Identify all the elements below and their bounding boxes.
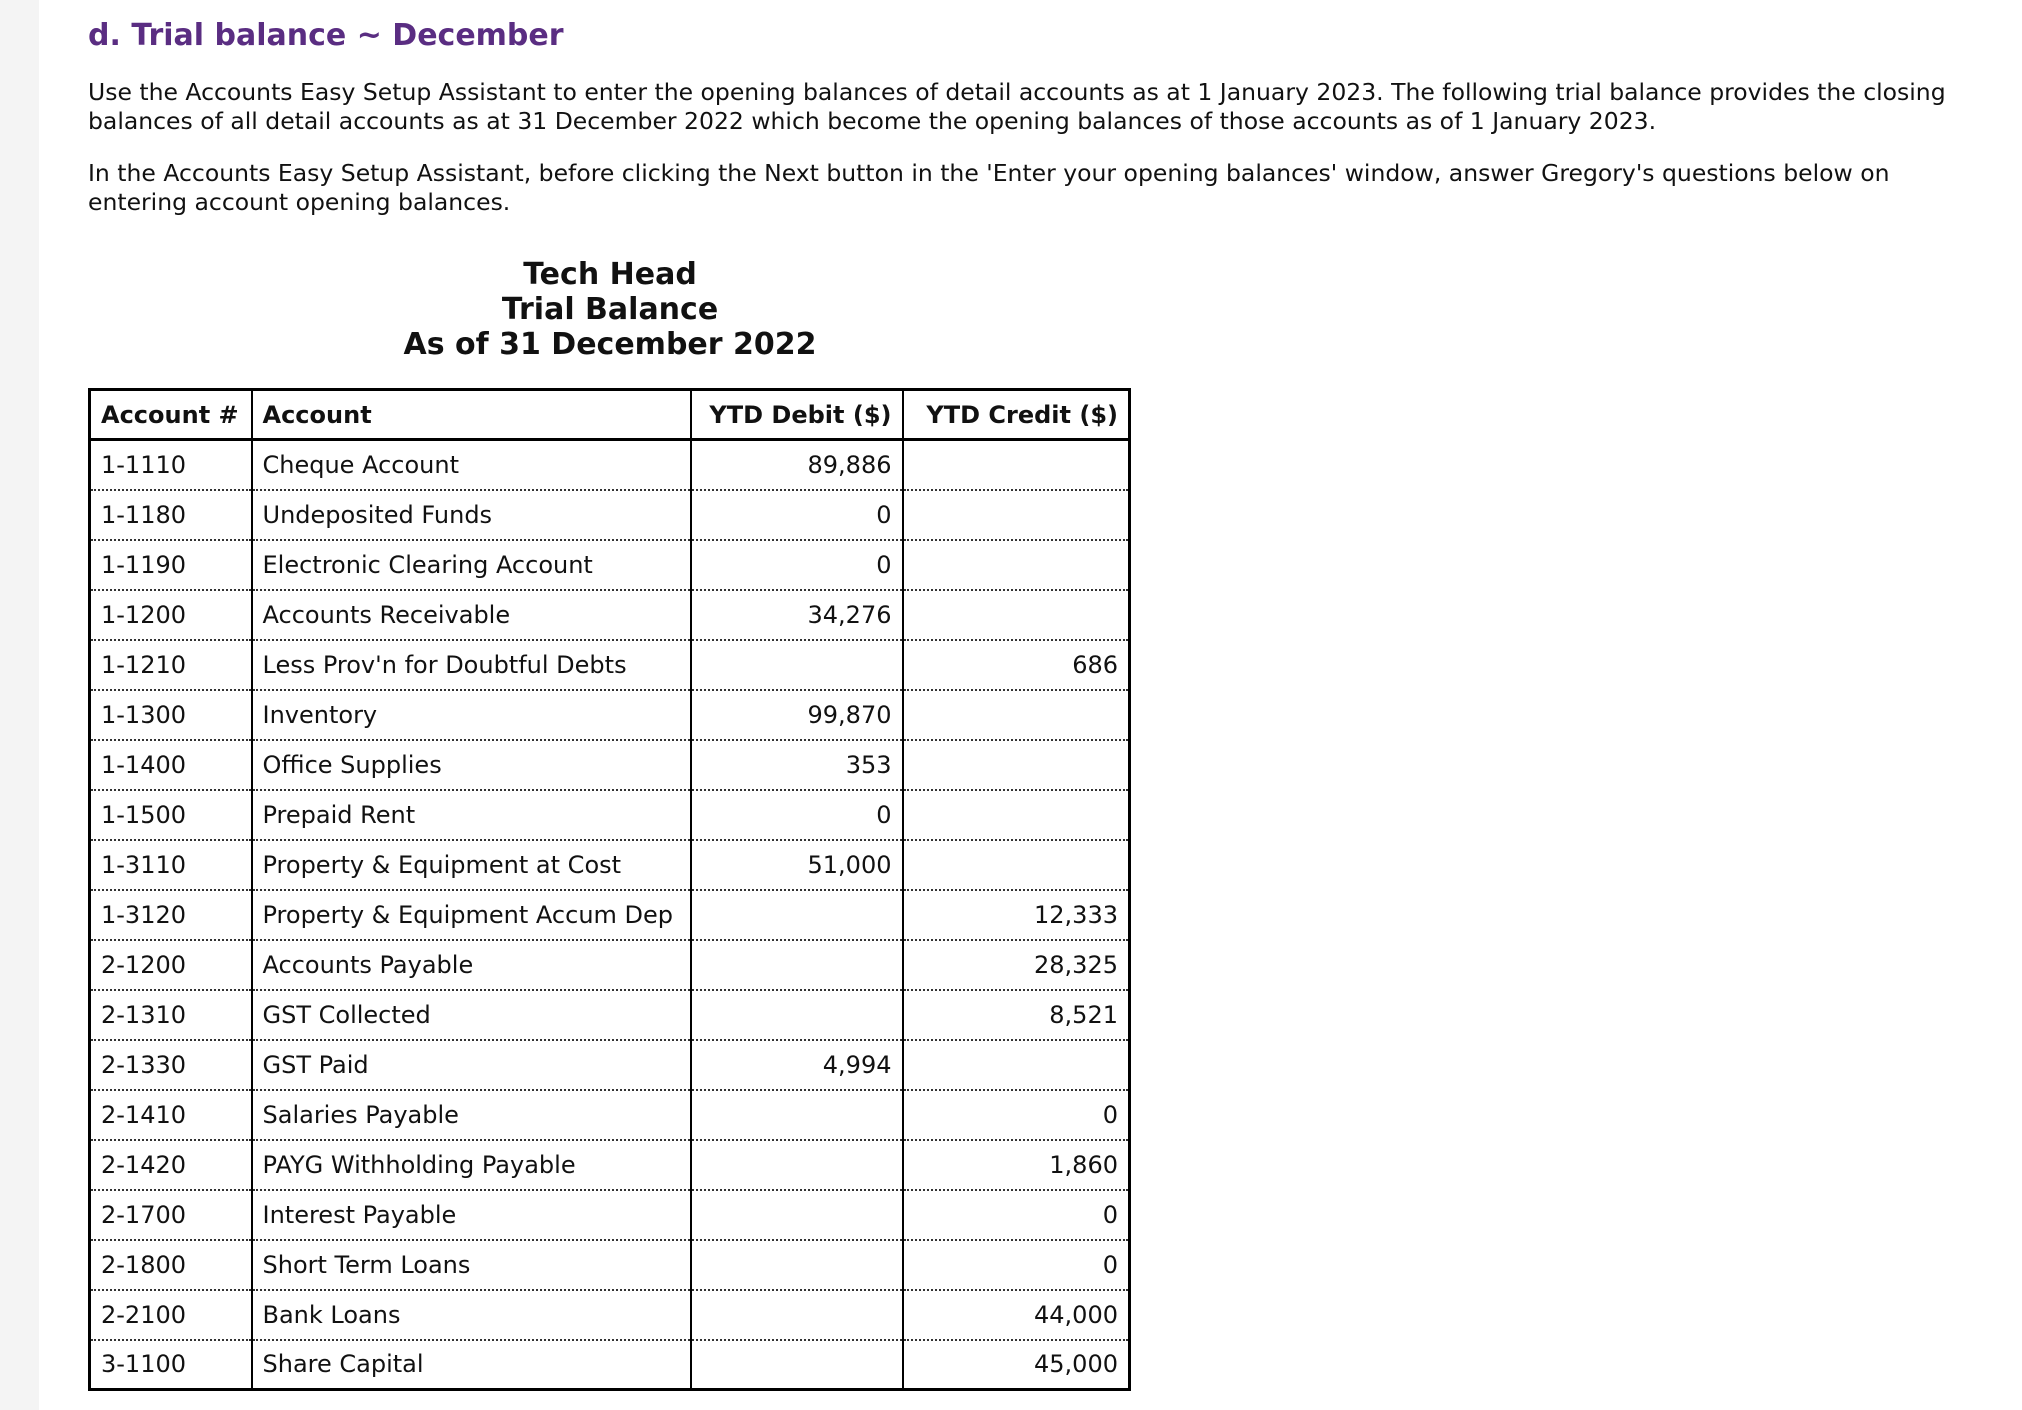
- cell-account-name: Office Supplies: [252, 740, 691, 790]
- report-date: As of 31 December 2022: [403, 327, 817, 362]
- trial-balance-rows: [90, 440, 1130, 1390]
- cell-ytd-debit: [691, 940, 903, 990]
- cell-account-name: Prepaid Rent: [252, 790, 691, 840]
- table-row: [90, 990, 1130, 1040]
- cell-ytd-credit: 686: [903, 640, 1130, 690]
- report-header: [88, 257, 1132, 362]
- cell-ytd-credit: 0: [903, 1090, 1130, 1140]
- table-row: [90, 540, 1130, 590]
- left-margin-rail: [0, 0, 39, 1410]
- table-row: [90, 840, 1130, 890]
- table-row: [90, 890, 1130, 940]
- cell-account-name: Bank Loans: [252, 1290, 691, 1340]
- intro-paragraph-opening-balances: Use the Accounts Easy Setup Assistant to enter the opening balances of detail accounts as at 1 January 2023. The following trial balance provides the closing balances of all detail accounts as at 31 December 2022 which become the opening balances of those accounts as of 1 January 2023.: [88, 78, 1946, 135]
- cell-ytd-credit: 28,325: [903, 940, 1130, 990]
- cell-ytd-debit: 0: [691, 540, 903, 590]
- cell-account-name: Property & Equipment at Cost: [252, 840, 691, 890]
- trial-balance-table: [88, 388, 1131, 1391]
- cell-account-name: Property & Equipment Accum Dep: [252, 890, 691, 940]
- cell-account-name: Share Capital: [252, 1340, 691, 1390]
- cell-account-name: GST Paid: [252, 1040, 691, 1090]
- cell-account-name: GST Collected: [252, 990, 691, 1040]
- cell-account-number: 3-1100: [90, 1340, 252, 1390]
- cell-ytd-credit: 45,000: [903, 1340, 1130, 1390]
- cell-account-number: 2-1700: [90, 1190, 252, 1240]
- table-row: [90, 790, 1130, 840]
- cell-account-name: Short Term Loans: [252, 1240, 691, 1290]
- table-row: [90, 490, 1130, 540]
- cell-account-number: 1-1180: [90, 490, 252, 540]
- cell-ytd-debit: [691, 1240, 903, 1290]
- cell-ytd-credit: [903, 790, 1130, 840]
- cell-account-number: 1-1300: [90, 690, 252, 740]
- cell-ytd-debit: 0: [691, 790, 903, 840]
- cell-account-name: Less Prov'n for Doubtful Debts: [252, 640, 691, 690]
- cell-ytd-debit: [691, 1340, 903, 1390]
- table-header-row: [90, 390, 1130, 440]
- cell-account-name: Inventory: [252, 690, 691, 740]
- cell-ytd-debit: 51,000: [691, 840, 903, 890]
- report-title: Trial Balance: [501, 292, 719, 327]
- table-row: [90, 940, 1130, 990]
- cell-ytd-credit: 0: [903, 1240, 1130, 1290]
- cell-account-number: 2-1310: [90, 990, 252, 1040]
- cell-ytd-credit: [903, 690, 1130, 740]
- cell-account-number: 1-1400: [90, 740, 252, 790]
- cell-account-name: Undeposited Funds: [252, 490, 691, 540]
- cell-ytd-credit: 0: [903, 1190, 1130, 1240]
- cell-account-number: 2-1330: [90, 1040, 252, 1090]
- cell-account-number: 1-3120: [90, 890, 252, 940]
- table-row: [90, 1090, 1130, 1140]
- table-row: [90, 1140, 1130, 1190]
- cell-account-number: 2-1410: [90, 1090, 252, 1140]
- table-row: [90, 640, 1130, 690]
- cell-account-number: 1-3110: [90, 840, 252, 890]
- cell-account-number: 1-1200: [90, 590, 252, 640]
- cell-ytd-debit: 34,276: [691, 590, 903, 640]
- cell-ytd-credit: 1,860: [903, 1140, 1130, 1190]
- intro-paragraph-setup-assistant: In the Accounts Easy Setup Assistant, before clicking the Next button in the 'Enter your opening balances' window, answer Gregory's questions below on entering account opening balances.: [88, 159, 1890, 216]
- cell-ytd-debit: [691, 1290, 903, 1340]
- cell-ytd-debit: [691, 890, 903, 940]
- cell-ytd-debit: [691, 1190, 903, 1240]
- cell-ytd-debit: 0: [691, 490, 903, 540]
- cell-ytd-credit: 44,000: [903, 1290, 1130, 1340]
- cell-account-name: Interest Payable: [252, 1190, 691, 1240]
- cell-account-number: 2-1200: [90, 940, 252, 990]
- cell-ytd-credit: [903, 440, 1130, 490]
- cell-ytd-credit: [903, 540, 1130, 590]
- header-account-number: Account #: [90, 390, 252, 440]
- cell-ytd-credit: [903, 590, 1130, 640]
- cell-ytd-debit: 89,886: [691, 440, 903, 490]
- cell-ytd-debit: 4,994: [691, 1040, 903, 1090]
- cell-ytd-debit: [691, 990, 903, 1040]
- cell-account-number: 2-1420: [90, 1140, 252, 1190]
- cell-ytd-credit: [903, 840, 1130, 890]
- cell-ytd-debit: [691, 1140, 903, 1190]
- table-row: [90, 1340, 1130, 1390]
- table-row: [90, 1290, 1130, 1340]
- cell-account-number: 2-2100: [90, 1290, 252, 1340]
- cell-account-number: 2-1800: [90, 1240, 252, 1290]
- table-row: [90, 440, 1130, 490]
- cell-ytd-credit: [903, 1040, 1130, 1090]
- cell-account-name: Electronic Clearing Account: [252, 540, 691, 590]
- cell-ytd-debit: 353: [691, 740, 903, 790]
- table-row: [90, 690, 1130, 740]
- cell-account-number: 1-1110: [90, 440, 252, 490]
- header-ytd-credit: YTD Credit ($): [903, 390, 1130, 440]
- cell-account-name: Accounts Receivable: [252, 590, 691, 640]
- cell-ytd-credit: [903, 740, 1130, 790]
- cell-ytd-debit: [691, 640, 903, 690]
- cell-account-name: Cheque Account: [252, 440, 691, 490]
- cell-account-name: Accounts Payable: [252, 940, 691, 990]
- report-company-name: Tech Head: [523, 257, 697, 292]
- cell-account-number: 1-1190: [90, 540, 252, 590]
- table-row: [90, 1040, 1130, 1090]
- table-row: [90, 590, 1130, 640]
- header-account-name: Account: [252, 390, 691, 440]
- cell-ytd-credit: [903, 490, 1130, 540]
- section-heading: d. Trial balance ~ December: [88, 18, 564, 53]
- table-row: [90, 1190, 1130, 1240]
- cell-ytd-credit: 12,333: [903, 890, 1130, 940]
- table-row: [90, 740, 1130, 790]
- header-ytd-debit: YTD Debit ($): [691, 390, 903, 440]
- cell-account-name: Salaries Payable: [252, 1090, 691, 1140]
- cell-account-number: 1-1500: [90, 790, 252, 840]
- cell-ytd-credit: 8,521: [903, 990, 1130, 1040]
- table-row: [90, 1240, 1130, 1290]
- cell-account-number: 1-1210: [90, 640, 252, 690]
- cell-ytd-debit: 99,870: [691, 690, 903, 740]
- cell-account-name: PAYG Withholding Payable: [252, 1140, 691, 1190]
- main-content: [88, 18, 1968, 1391]
- cell-ytd-debit: [691, 1090, 903, 1140]
